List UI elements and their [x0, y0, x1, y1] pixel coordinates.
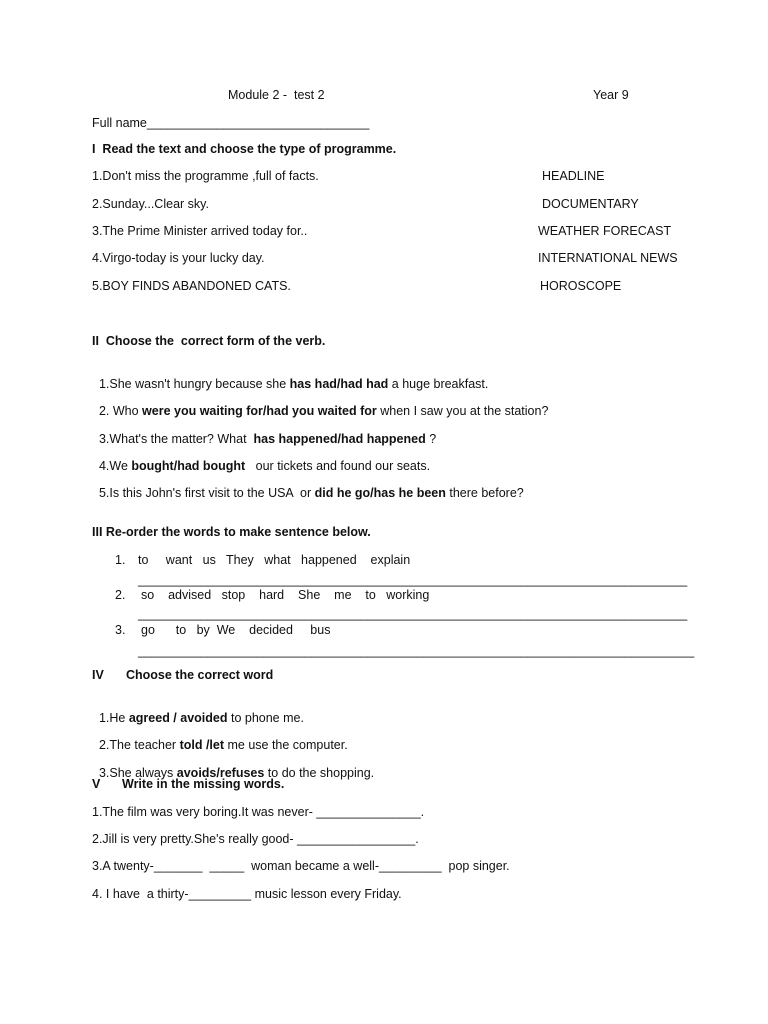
verb-choice: bought/had bought: [131, 459, 246, 473]
programme-option: DOCUMENTARY: [542, 197, 639, 211]
sentence-end: ?: [425, 432, 437, 446]
year-label: Year 9: [593, 88, 629, 102]
word-list: go to by We decided bus: [141, 623, 331, 637]
section-1-item: 3.The Prime Minister arrived today for..: [92, 224, 308, 238]
word-choice: agreed / avoided: [128, 711, 228, 725]
section-1-item: 5.BOY FINDS ABANDONED CATS.: [92, 279, 291, 293]
section-3-title: III Re-order the words to make sentence below.: [92, 525, 371, 539]
sentence-start: 3.What's the matter? What: [98, 432, 254, 446]
word-choice: avoids/refuses: [176, 766, 265, 780]
sentence-start: 5.Is this John's first visit to the USA or: [98, 486, 315, 500]
sentence-start: 2.The teacher: [98, 738, 180, 752]
programme-option: INTERNATIONAL NEWS: [538, 251, 678, 265]
sentence-start: 4.We: [98, 459, 132, 473]
section-5-item[interactable]: 1.The film was very boring.It was never- _______________.: [92, 805, 425, 819]
sentence-end: there before?: [445, 486, 524, 500]
sentence-end: to do the shopping.: [264, 766, 375, 780]
sentence-start: 1.He: [98, 711, 129, 725]
sentence-start: 3.She always: [98, 766, 177, 780]
sentence-end: a huge breakfast.: [388, 377, 489, 391]
verb-choice: has had/had had: [289, 377, 389, 391]
programme-option: WEATHER FORECAST: [538, 224, 672, 238]
item-number: 2.: [115, 588, 126, 602]
section-4-title: Choose the correct word: [126, 668, 274, 682]
sentence-end: when I saw you at the station?: [376, 404, 549, 418]
section-2-title: II Choose the correct form of the verb.: [92, 334, 326, 348]
item-number: 3.: [115, 623, 126, 637]
section-5-item[interactable]: 2.Jill is very pretty.She's really good- _________________.: [92, 832, 419, 846]
section-5-item[interactable]: 3.A twenty-_______ _____ woman became a well-_________ pop singer.: [92, 859, 510, 873]
section-1-item: 4.Virgo-today is your lucky day.: [92, 251, 265, 265]
word-list: so advised stop hard She me to working: [141, 588, 430, 602]
section-1-item: 1.Don't miss the programme ,full of facts.: [92, 169, 319, 183]
section-4-number: IV: [92, 668, 104, 682]
answer-line[interactable]: _______________________________________________________________________________: [138, 573, 688, 587]
word-list: to want us They what happened explain: [138, 553, 411, 567]
verb-choice: were you waiting for/had you waited for: [142, 404, 377, 418]
sentence-end: to phone me.: [227, 711, 304, 725]
sentence-start: 1.She wasn't hungry because she: [98, 377, 290, 391]
full-name-field[interactable]: Full name________________________________: [92, 116, 370, 130]
programme-option: HEADLINE: [542, 169, 605, 183]
sentence-end: our tickets and found our seats.: [245, 459, 431, 473]
programme-option: HOROSCOPE: [540, 279, 622, 293]
sentence-start: 2. Who: [98, 404, 143, 418]
answer-line[interactable]: ________________________________________________________________________________: [138, 644, 695, 658]
verb-choice: did he go/has he been: [314, 486, 446, 500]
section-1-item: 2.Sunday...Clear sky.: [92, 197, 209, 211]
item-number: 1.: [115, 553, 126, 567]
section-2-item: [92, 469, 524, 501]
word-choice: told /let: [179, 738, 225, 752]
answer-line[interactable]: _______________________________________________________________________________: [138, 607, 688, 621]
test-title: Module 2 - test 2: [228, 88, 325, 102]
sentence-end: me use the computer.: [224, 738, 348, 752]
verb-choice: has happened/had happened: [253, 432, 426, 446]
section-5-title: Write in the missing words.: [122, 777, 285, 791]
section-5-item[interactable]: 4. I have a thirty-_________ music lesson every Friday.: [92, 887, 402, 901]
section-5-number: V: [92, 777, 101, 791]
section-1-title: I Read the text and choose the type of programme.: [92, 142, 397, 156]
